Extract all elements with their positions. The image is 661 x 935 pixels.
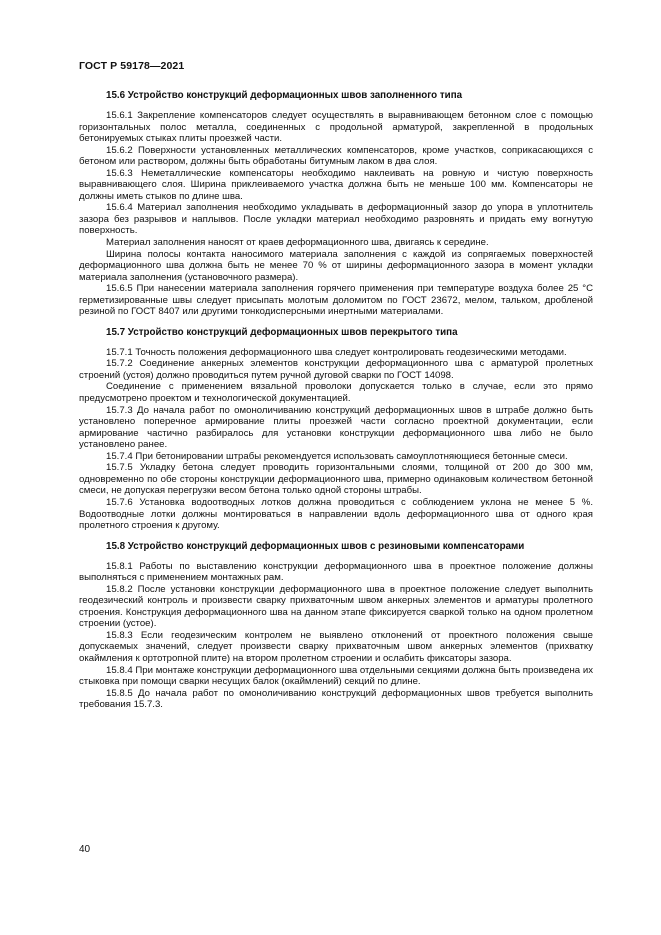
paragraph: 15.7.5 Укладку бетона следует проводить горизонтальными слоями, толщиной от 200 до 300 мм, одновременно по обе стороны конструкции деформационного шва, примерно одинаковым количеством бетонной смеси, не допуская перегрузки весом бетона только одной стороны штрабы. xyxy=(79,462,593,497)
paragraph: 15.8.1 Работы по выставлению конструкции деформационного шва в проектное положение должны выполняться с применением монтажных рам. xyxy=(79,560,593,584)
paragraph: 15.8.3 Если геодезическим контролем не выявлено отклонений от проектного положения свыше допускаемых значений, следует произвести сварку прихваточным швом анкерных элементов (прихватку окаймления к ортотропной плите) на втором пролетном строении и ослабить фиксаторы зазора. xyxy=(79,629,593,664)
section-heading-15-6: 15.6 Устройство конструкций деформационных швов заполненного типа xyxy=(106,90,463,101)
paragraph: 15.7.1 Точность положения деформационного шва следует контролировать геодезическими методами. xyxy=(106,346,567,358)
paragraph: 15.7.2 Соединение анкерных элементов конструкции деформационного шва с арматурой пролетных строений (устоя) должно проводиться путем ручной дуговой сварки по ГОСТ 14098. xyxy=(79,358,593,381)
page-number: 40 xyxy=(79,844,91,855)
paragraph: 15.6.4 Материал заполнения необходимо укладывать в деформационный зазор до упора в уплотнитель зазора без разрывов и наплывов. После укладки материал необходимо разровнять и придать ему вогнутую поверхность. xyxy=(79,202,593,237)
section-heading-15-7: 15.7 Устройство конструкций деформационных швов перекрытого типа xyxy=(106,326,458,338)
paragraph: 15.6.2 Поверхности установленных металлических компенсаторов, кроме участков, соприкасающихся с бетоном или раствором, должны быть обработаны битумным лаком в два слоя. xyxy=(79,144,593,168)
paragraph: 15.6.3 Неметаллические компенсаторы необходимо наклеивать на ровную и чистую поверхность выравнивающего слоя. Ширина приклеиваемого участка должна быть не меньше 100 мм. Компенсаторы не должны иметь стыков по длине шва. xyxy=(79,167,593,202)
paragraph: 15.7.4 При бетонировании штрабы рекомендуется использовать самоуплотняющиеся бетонные смеси. xyxy=(106,450,568,462)
section-heading-15-8: 15.8 Устройство конструкций деформационных швов с резиновыми компенсаторами xyxy=(106,540,525,552)
paragraph: 15.8.4 При монтаже конструкции деформационного шва отдельными секциями должна быть произведена их стыковка при помощи сварки несущих балок (окаймлений) секций по длине. xyxy=(79,664,593,688)
paragraph: 15.7.3 До начала работ по омоноличиванию конструкций деформационных швов в штрабе должно быть установлено поперечное армирование плиты проезжей части согласно проектной документации, если армирование частично разбиралось для установки конструкции деформационного шва либо не было установлено ранее. xyxy=(79,404,593,451)
document-body xyxy=(79,90,593,711)
document-standard-header: ГОСТ Р 59178—2021 xyxy=(79,60,185,72)
paragraph: Материал заполнения наносят от краев деформационного шва, двигаясь к середине. xyxy=(106,237,489,249)
paragraph: Ширина полосы контакта наносимого материала заполнения с каждой из сопрягаемых поверхностей деформационного шва должна быть не менее 70 % от ширины деформационного зазора в момент укладки материала заполнения (установочного размера). xyxy=(79,248,593,283)
paragraph: 15.8.5 До начала работ по омоноличиванию конструкций деформационных швов требуется выполнить требования 15.7.3. xyxy=(79,687,593,711)
paragraph: 15.7.6 Установка водоотводных лотков должна проводиться с соблюдением уклона не менее 5 %. Водоотводные лотки должны монтироваться в направлении вдоль деформационного шва от одного края пролетного строения к другому. xyxy=(79,496,593,532)
paragraph: 15.6.5 При нанесении материала заполнения горячего применения при температуре воздуха более 25 °С герметизированные швы следует присыпать молотым доломитом по ГОСТ 23672, мелом, тальком, дробленой резиной по ГОСТ 8407 или другими тонкодисперсными инертными материалами. xyxy=(79,283,593,318)
section-spacer xyxy=(79,318,593,327)
paragraph: 15.6.1 Закрепление компенсаторов следует осуществлять в выравнивающем бетонном слое с помощью горизонтальных полос металла, соединенных с продольной арматурой, закрепленной в продольных бетонируемых стыках плиты проезжей части. xyxy=(79,110,593,145)
paragraph: 15.8.2 После установки конструкции деформационного шва в проектное положение следует выполнить геодезический контроль и произвести сварку прихваточным швом анкерных элементов и арматуры пролетного строения. Конструкция деформационного шва на данном этапе фиксируется сваркой только на одном пролетном строении (устое). xyxy=(79,583,593,630)
section-spacer xyxy=(79,532,593,541)
paragraph: Соединение с применением вязальной проволоки допускается только в случае, если это прямо предусмотрено проектом и технологической документацией. xyxy=(79,381,593,405)
